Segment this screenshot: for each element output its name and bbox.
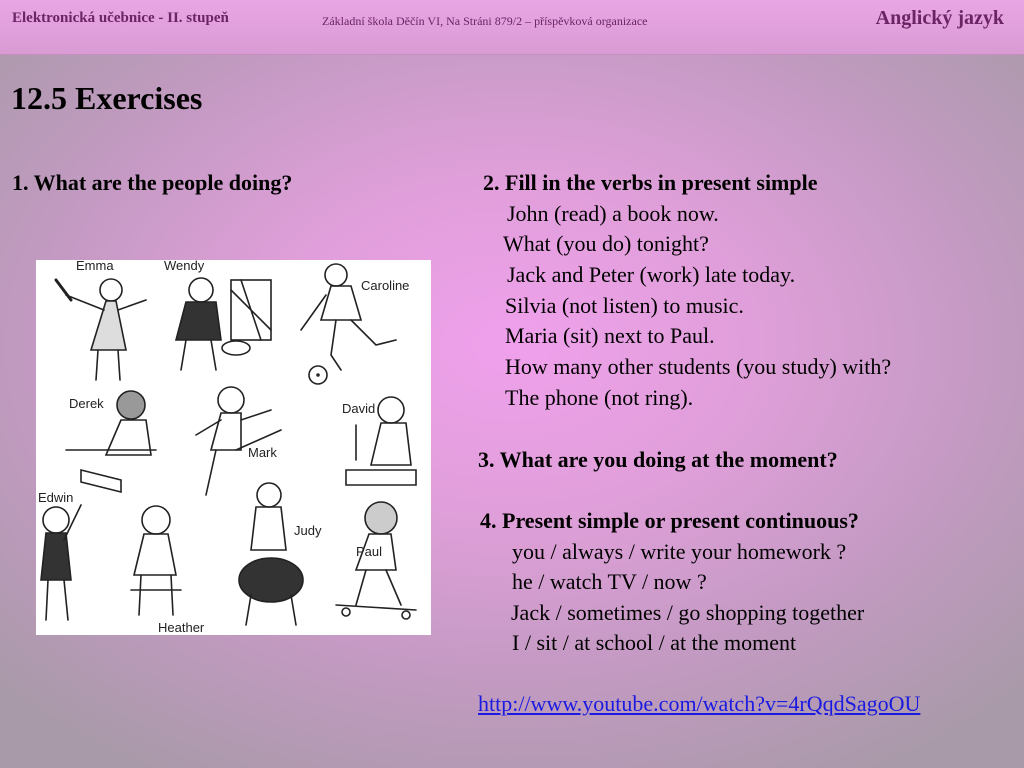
exercise-2-heading: 2. Fill in the verbs in present simple	[483, 170, 818, 195]
figure-label-heather: Heather	[158, 620, 205, 635]
figure-label-wendy: Wendy	[164, 260, 205, 273]
exercise-2-item-7: The phone (not ring).	[505, 385, 694, 410]
exercise-1-heading: 1. What are the people doing?	[12, 170, 293, 195]
exercise-4-item-1: you / always / write your homework ?	[512, 539, 847, 564]
exercise-2-item-4: Silvia (not listen) to music.	[505, 293, 744, 318]
exercise-2-item-2: What (you do) tonight?	[503, 231, 709, 256]
figure-mark	[196, 374, 319, 495]
figure-label-paul: Paul	[356, 544, 383, 559]
figure-wendy	[176, 278, 271, 370]
header-school-text: Základní škola Děčín VI, Na Stráni 879/2 – příspěvková organizace	[322, 14, 648, 28]
exercise-2-item-3: Jack and Peter (work) late today.	[507, 262, 796, 287]
exercise-2-item-5: Maria (sit) next to Paul.	[505, 323, 715, 348]
figure-heather	[131, 506, 181, 615]
figure-judy	[239, 483, 303, 625]
figure-label-emma: Emma	[76, 260, 114, 273]
figure-label-mark: Mark	[248, 445, 277, 460]
page-title: 12.5 Exercises	[11, 80, 203, 116]
exercise-2-item-6: How many other students (you study) with?	[505, 354, 892, 379]
exercise-4-item-3: Jack / sometimes / go shopping together	[511, 600, 865, 625]
figure-label-edwin: Edwin	[38, 490, 74, 505]
figure-edwin	[41, 505, 81, 620]
slide-header	[0, 0, 1024, 55]
figure-label-derek: Derek	[69, 396, 104, 411]
people-drawing	[36, 260, 431, 635]
figure-label-judy: Judy	[294, 523, 322, 538]
header-left-text: Elektronická učebnice - II. stupeň	[12, 10, 229, 26]
figure-emma	[56, 279, 146, 380]
exercise-4-item-2: he / watch TV / now ?	[512, 569, 707, 594]
figure-label-caroline: Caroline	[361, 278, 410, 293]
exercise-4-heading: 4. Present simple or present continuous?	[480, 508, 859, 533]
header-subject-text: Anglický jazyk	[875, 7, 1004, 29]
figure-label-david: David	[342, 401, 376, 416]
youtube-link[interactable]: http://www.youtube.com/watch?v=4rQqdSagoOU	[478, 691, 921, 716]
exercise-4-item-4: I / sit / at school / at the moment	[512, 630, 797, 655]
people-illustration	[36, 260, 431, 635]
exercise-2-item-1: John (read) a book now.	[507, 201, 719, 226]
figure-paul	[336, 502, 416, 619]
exercise-3-heading: 3. What are you doing at the moment?	[478, 447, 838, 472]
